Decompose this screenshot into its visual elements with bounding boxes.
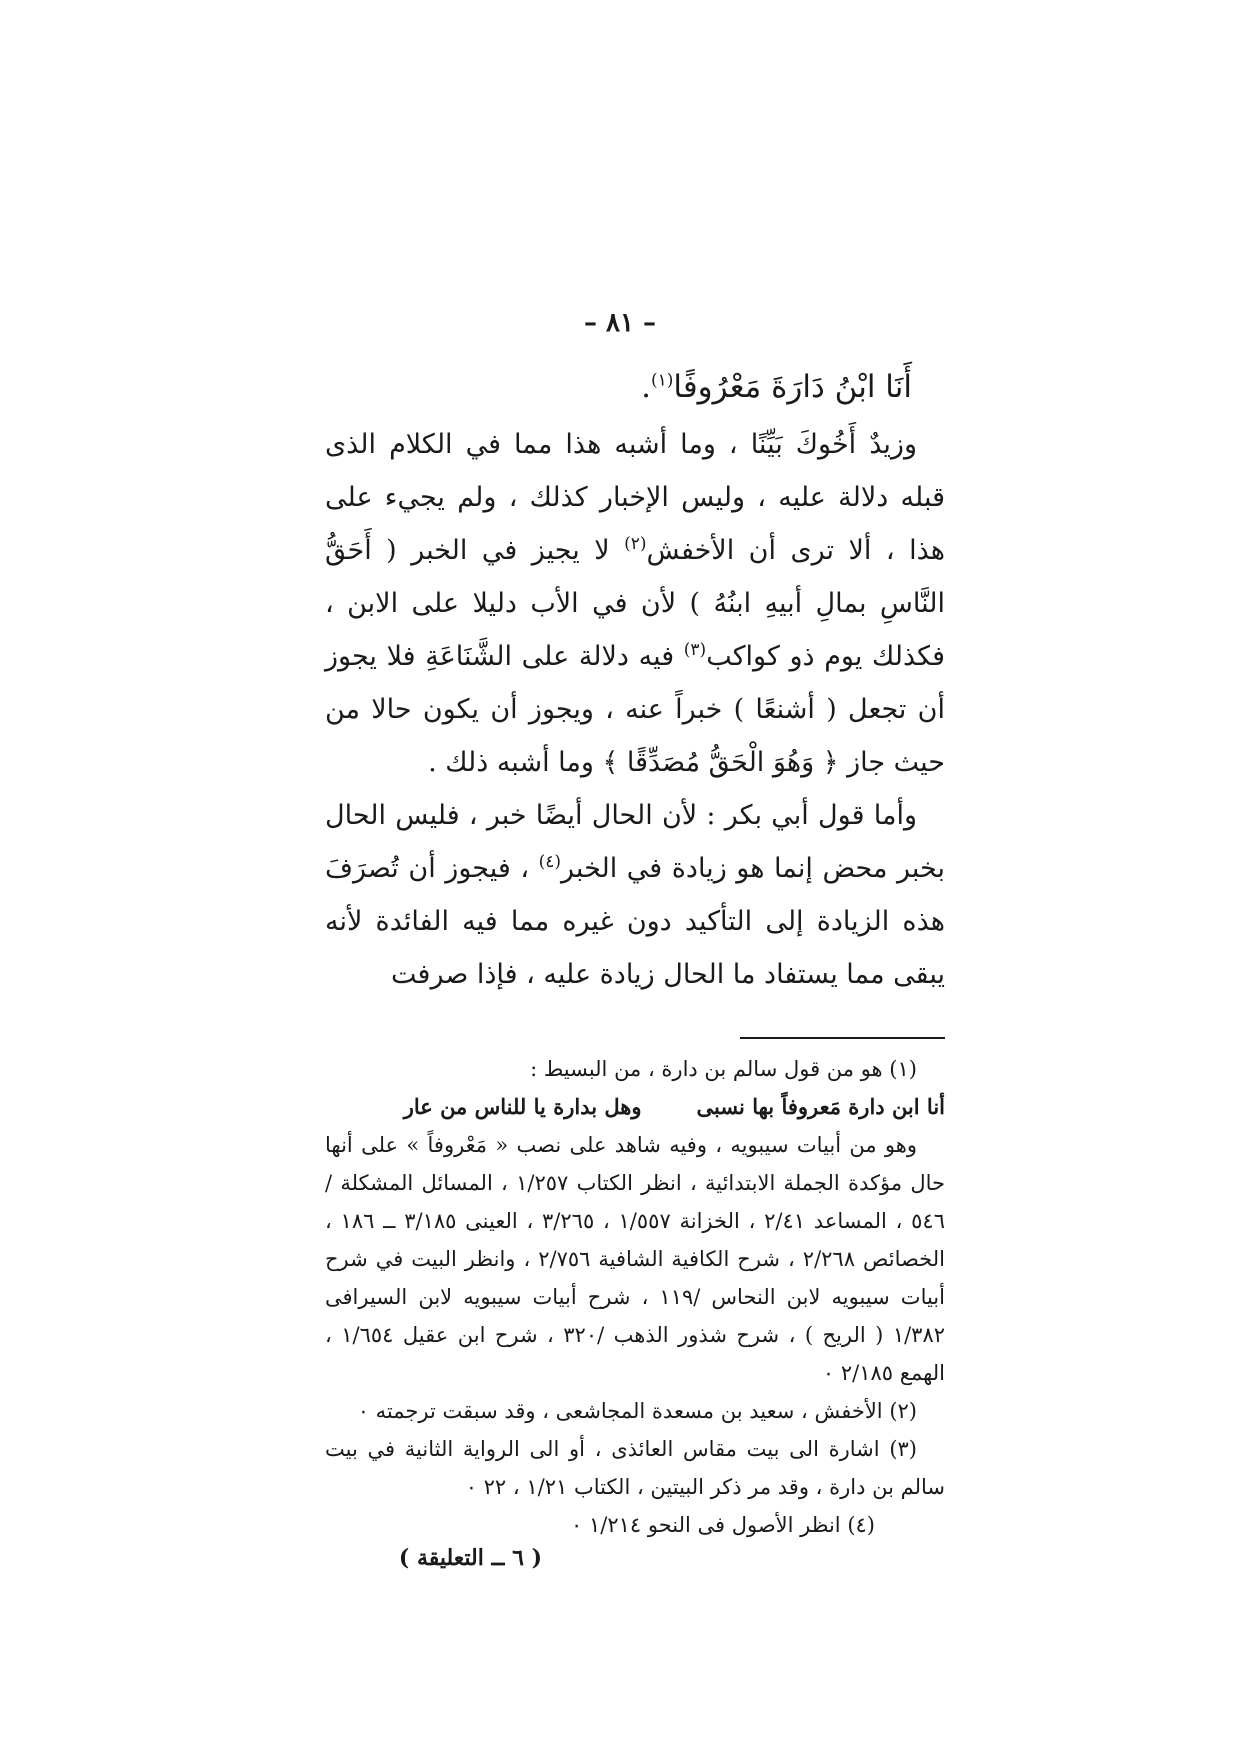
verse-hemistich-1: أنا ابن دارة مَعروفاً بها نسبى bbox=[696, 1094, 945, 1119]
footnote-ref-4: (٤) bbox=[538, 852, 562, 872]
paragraph-2-part-a: وأما قول أبي بكر : لأن الحال أيضًا خبر ، فليس الحال بخبر محض إنما هو زيادة في الخبر bbox=[325, 800, 945, 884]
footnote-ref-2: (٢) bbox=[624, 534, 647, 554]
footnote-1-verse bbox=[325, 1088, 945, 1126]
footnote-ref-3: (٣) bbox=[683, 640, 707, 660]
footnote-3: (٣) اشارة الى بيت مقاس العائذى ، أو الى الرواية الثانية في بيت سالم بن دارة ، وقد مر ذكر البيتين ، الكتاب ١/٢١ ، ٢٢ ٠ bbox=[325, 1437, 945, 1499]
verse-text: أَنَا ابْنُ دَارَةَ مَعْرُوفًا bbox=[673, 369, 912, 405]
verse-end: . bbox=[641, 369, 651, 405]
paragraph-2 bbox=[325, 789, 945, 1001]
paragraph-1-part-b: لا يجيز في الخبر ( أَحَقُّ النَّاسِ بمالِ أبيهِ ابنُهُ ) لأن في الأب دليلا على الابن ، فكذلك يوم ذو كواكب bbox=[325, 535, 945, 672]
footnote-1-intro: (١) هو من قول سالم بن دارة ، من البسيط : bbox=[530, 1057, 917, 1081]
paragraph-1-part-c: فيه دلالة على الشَّنَاعَةِ فلا يجوز أن تجعل ( أشنعًا ) خبراً عنه ، ويجوز أن يكون حالا من حيث جاز ﴿ وَهُوَ الْحَقُّ مُصَدِّقًا ﴾ وما أشبه ذلك . bbox=[325, 641, 945, 778]
paragraph-2-part-b: ، فيجوز أن تُصرَفَ هذه الزيادة إلى التأكيد دون غيره مما فيه الفائدة لأنه يبقى مما يستفاد ما الحال زيادة عليه ، فإذا صرفت bbox=[325, 853, 945, 990]
paragraph-1 bbox=[325, 418, 945, 789]
signature-mark: ( ٦ ــ التعليقة ) bbox=[398, 1545, 542, 1571]
footnote-1-body: وهو من أبيات سيبويه ، وفيه شاهد على نصب « مَعْروفاً » على أنها حال مؤكدة الجملة الابتدائية ، انظر الكتاب ١/٢٥٧ ، المسائل المشكلة /٥٤٦ ، المساعد ٢/٤١ ، الخزانة ١/٥٥٧ ، ٣/٢٦٥ ، العينى ٣/١٨٥ ــ ١٨٦ ، الخصائص ٢/٢٦٨ ، شرح الكافية الشافية ٢/٧٥٦ ، وانظر البيت في شرح أبيات سيبويه لابن النحاس /١١٩ ، شرح أبيات سيبويه لابن السيرافى ١/٣٨٢ ( الريح ) ، شرح شذور الذهب /٣٢٠ ، شرح ابن عقيل ١/٦٥٤ ، الهمع ٢/١٨٥ ٠ bbox=[325, 1133, 946, 1385]
paragraph-1-part-a: وزيدٌ أَخُوكَ بَيِّنًا ، وما أشبه هذا مما في الكلام الذى قبله دلالة عليه ، وليس الإخبار كذلك ، ولم يجيء على هذا ، ألا ترى أن الأخفش bbox=[325, 429, 945, 566]
footnote-divider bbox=[740, 1037, 945, 1039]
verse-hemistich-2: وهل بدارة يا للناس من عار bbox=[403, 1094, 642, 1119]
footnote-ref-1: (١) bbox=[650, 370, 674, 391]
main-text bbox=[325, 418, 945, 1001]
footnote-4: (٤) انظر الأصول فى النحو ١/٢١٤ ٠ bbox=[571, 1513, 875, 1537]
page-number: – ٨١ – bbox=[583, 308, 657, 338]
footnote-2: (٢) الأخفش ، سعيد بن مسعدة المجاشعى ، وقد سبقت ترجمته ٠ bbox=[357, 1399, 917, 1423]
verse-line bbox=[312, 365, 912, 409]
footnotes bbox=[325, 1050, 945, 1544]
